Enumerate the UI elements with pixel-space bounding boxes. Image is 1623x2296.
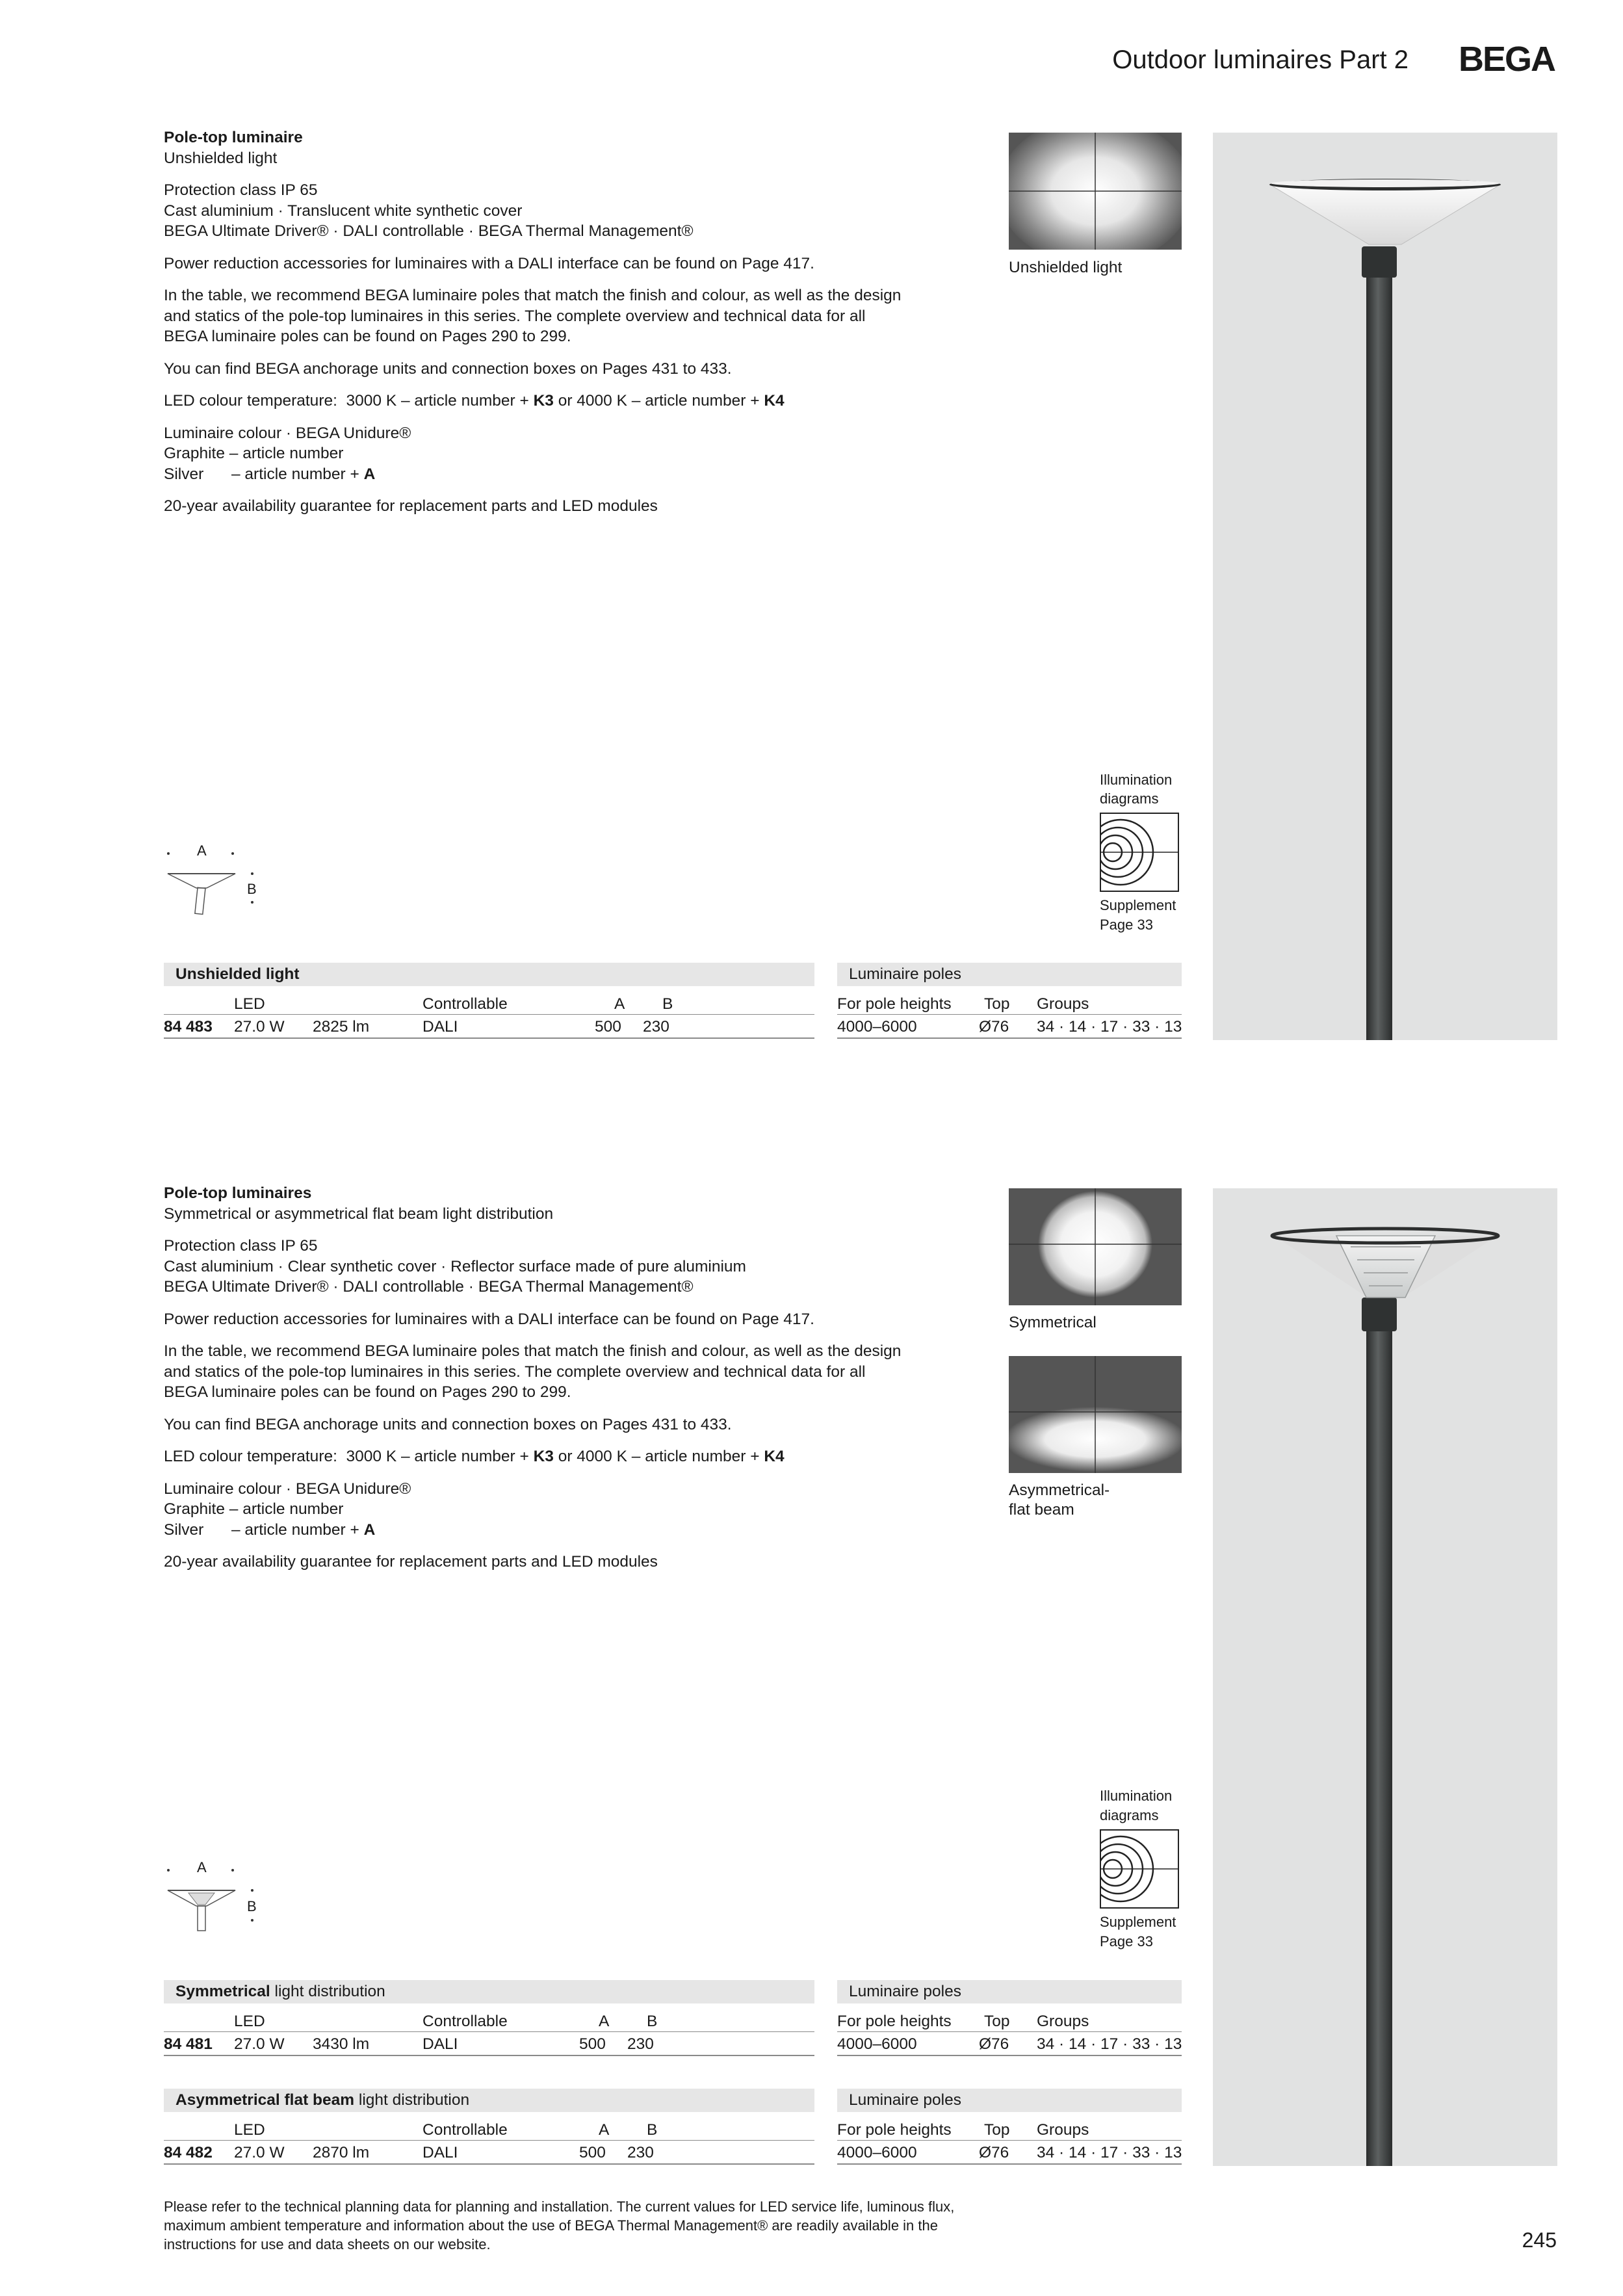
article-number: 84 482 xyxy=(164,2144,213,2161)
section2-colour-label: Luminaire colour · BEGA Unidure® xyxy=(164,1480,411,1498)
colour-temp-k3: K3 xyxy=(533,1448,554,1465)
table-divider xyxy=(164,2031,814,2032)
col-pole-heights: For pole heights xyxy=(837,2013,952,2030)
poles-row xyxy=(837,1015,1182,1039)
illumination-label-line1: Illumination xyxy=(1100,1788,1173,1804)
footer-note-line2: maximum ambient temperature and information about the use of BEGA Thermal Management® are readily available in the xyxy=(164,2217,938,2234)
supplement-label-line2: Page 33 xyxy=(1100,1933,1153,1950)
colour-temp-k4: K4 xyxy=(764,392,785,410)
page-number: 245 xyxy=(1522,2228,1557,2252)
pole-top-value: Ø76 xyxy=(979,2035,1009,2053)
colour-temp-k3: K3 xyxy=(533,392,554,410)
section1-material: Cast aluminium · Translucent white synthetic cover xyxy=(164,202,523,220)
dim-a-value: 500 xyxy=(579,2035,606,2053)
col-led: LED xyxy=(234,2013,265,2030)
section2-colour-temp xyxy=(164,1446,976,1467)
section2-subtitle: Symmetrical or asymmetrical flat beam light distribution xyxy=(164,1205,554,1223)
table-symmetrical-column-headers xyxy=(164,2010,814,2033)
article-number: 84 481 xyxy=(164,2035,213,2053)
section1-title: Pole-top luminaire xyxy=(164,129,303,146)
section1-recommend-line1: In the table, we recommend BEGA luminaire poles that match the finish and colour, as well as the design xyxy=(164,287,902,304)
footer-note-line3: instructions for use and data sheets on our website. xyxy=(164,2236,491,2252)
illumination-label-line1: Illumination xyxy=(1100,772,1173,788)
illumination-label-line2: diagrams xyxy=(1100,1807,1159,1823)
dim-a-value: 500 xyxy=(579,2144,606,2161)
table-asymmetrical-column-headers xyxy=(164,2119,814,2142)
table-title-bold: Asymmetrical flat beam xyxy=(175,2091,355,2109)
dim-b-value: 230 xyxy=(627,2144,654,2161)
col-pole-heights: For pole heights xyxy=(837,2121,952,2139)
section2-recommend-line3: BEGA luminaire poles can be found on Pages 290 to 299. xyxy=(164,1383,571,1401)
col-a: A xyxy=(614,995,625,1013)
col-top: Top xyxy=(984,2121,1010,2139)
section1-driver: BEGA Ultimate Driver® · DALI controllable · BEGA Thermal Management® xyxy=(164,222,694,240)
poles-divider xyxy=(837,1014,1182,1015)
poles-row xyxy=(837,2033,1182,2056)
silver-label: Silver xyxy=(164,1520,204,1539)
table-asymmetrical-header xyxy=(164,2089,814,2112)
dim-b-value: 230 xyxy=(627,2035,654,2053)
table-row xyxy=(164,2141,814,2165)
poles-divider xyxy=(837,2140,1182,2141)
section1-subtitle: Unshielded light xyxy=(164,149,278,167)
section2-silver xyxy=(164,1520,976,1541)
table-divider xyxy=(164,2140,814,2141)
col-controllable: Controllable xyxy=(422,995,508,1013)
section2-power-note: Power reduction accessories for luminaires with a DALI interface can be found on Page 417. xyxy=(164,1310,814,1328)
table-title-bold: Symmetrical xyxy=(175,1983,270,2000)
dimension-drawing-icon xyxy=(162,1862,260,1933)
section1-graphite: Graphite – article number xyxy=(164,445,344,462)
dimension-a-label: A xyxy=(197,842,207,859)
silver-suffix: A xyxy=(363,465,376,483)
luminous-flux: 2870 lm xyxy=(313,2144,370,2161)
luminous-flux: 3430 lm xyxy=(313,2035,370,2053)
colour-temp-3000: 3000 K – article number + xyxy=(346,392,534,410)
col-groups: Groups xyxy=(1037,995,1089,1013)
dim-b-value: 230 xyxy=(643,1018,669,1036)
section2-protection: Protection class IP 65 xyxy=(164,1237,318,1255)
section2-anchorage: You can find BEGA anchorage units and connection boxes on Pages 431 to 433. xyxy=(164,1415,732,1433)
section1-silver xyxy=(164,464,976,485)
colour-temp-label: LED colour temperature: xyxy=(164,1448,337,1465)
dimension-drawing-icon xyxy=(162,845,260,917)
section2-material: Cast aluminium · Clear synthetic cover · Reflector surface made of pure aluminium xyxy=(164,1257,746,1275)
silver-suffix: A xyxy=(363,1520,376,1539)
table-unshielded-header xyxy=(164,963,814,986)
col-b: B xyxy=(647,2121,658,2139)
table-symmetrical-header xyxy=(164,1980,814,2003)
col-led: LED xyxy=(234,2121,265,2139)
illumination-diagram-icon[interactable] xyxy=(1100,1829,1179,1909)
pole-top-value: Ø76 xyxy=(979,2144,1009,2161)
col-b: B xyxy=(662,995,673,1013)
section2-recommend-line1: In the table, we recommend BEGA luminaire poles that match the finish and colour, as well as the design xyxy=(164,1342,902,1360)
colour-temp-label: LED colour temperature: xyxy=(164,392,337,410)
section1-colour-temp xyxy=(164,391,976,411)
article-number: 84 483 xyxy=(164,1018,213,1036)
supplement-label-line1: Supplement xyxy=(1100,1914,1176,1930)
wattage: 27.0 W xyxy=(234,2144,285,2161)
pole-heights-value: 4000–6000 xyxy=(837,2144,917,2161)
wattage: 27.0 W xyxy=(234,1018,285,1036)
col-groups: Groups xyxy=(1037,2013,1089,2030)
pole-top-luminaire-reflector-icon xyxy=(1213,1188,1557,2166)
section2-title: Pole-top luminaires xyxy=(164,1184,312,1202)
section2-guarantee: 20-year availability guarantee for replacement parts and LED modules xyxy=(164,1553,658,1571)
section2-recommend-line2: and statics of the pole-top luminaires in this series. The complete overview and technical data for all xyxy=(164,1363,866,1381)
section1-anchorage: You can find BEGA anchorage units and connection boxes on Pages 431 to 433. xyxy=(164,359,732,378)
product-photo-pole-top-unshielded xyxy=(1213,133,1557,1040)
unshielded-light-distribution-image xyxy=(1009,133,1182,250)
pole-groups-value: 34 · 14 · 17 · 33 · 13 xyxy=(1037,2035,1182,2053)
pole-heights-value: 4000–6000 xyxy=(837,1018,917,1036)
section1-colour-label: Luminaire colour · BEGA Unidure® xyxy=(164,424,411,442)
section2-graphite: Graphite – article number xyxy=(164,1500,344,1518)
col-a: A xyxy=(599,2013,610,2030)
colour-temp-4000: or 4000 K – article number + xyxy=(553,392,764,410)
pole-top-luminaire-unshielded-icon xyxy=(1213,133,1557,1040)
poles-table-header: Luminaire poles xyxy=(837,963,1182,986)
section2-description xyxy=(164,1183,976,1572)
section1-recommend-line3: BEGA luminaire poles can be found on Pages 290 to 299. xyxy=(164,328,571,345)
col-b: B xyxy=(647,2013,658,2030)
controllable-value: DALI xyxy=(422,2035,458,2053)
controllable-value: DALI xyxy=(422,1018,458,1036)
product-photo-pole-top-reflector xyxy=(1213,1188,1557,2166)
dimension-a-label: A xyxy=(197,1859,207,1875)
luminous-flux: 2825 lm xyxy=(313,1018,370,1036)
poles-divider xyxy=(837,2031,1182,2032)
supplement-label-line1: Supplement xyxy=(1100,897,1176,913)
unshielded-light-label: Unshielded light xyxy=(1009,259,1123,276)
section2-driver: BEGA Ultimate Driver® · DALI controllable · BEGA Thermal Management® xyxy=(164,1278,694,1296)
table-title-rest: light distribution xyxy=(354,2091,470,2109)
dimension-b-label: B xyxy=(247,881,257,897)
section1-description xyxy=(164,127,976,517)
colour-temp-3000: 3000 K – article number + xyxy=(346,1448,534,1465)
asymmetrical-label-line1: Asymmetrical- xyxy=(1009,1481,1110,1499)
poles-table-header: Luminaire poles xyxy=(837,1980,1182,2003)
asymmetrical-distribution-image xyxy=(1009,1356,1182,1473)
table-title-rest: light distribution xyxy=(270,1983,385,2000)
col-controllable: Controllable xyxy=(422,2121,508,2139)
dimension-b-label: B xyxy=(247,1898,257,1914)
silver-text: – article number + xyxy=(231,1520,364,1539)
section1-recommend-line2: and statics of the pole-top luminaires in this series. The complete overview and technical data for all xyxy=(164,307,866,325)
footer-note-line1: Please refer to the technical planning data for planning and installation. The current values for LED service life, luminous flux, xyxy=(164,2198,955,2215)
dim-a-value: 500 xyxy=(595,1018,621,1036)
table-title-bold: Unshielded light xyxy=(175,965,300,983)
col-led: LED xyxy=(234,995,265,1013)
catalog-title: Outdoor luminaires Part 2 xyxy=(1112,46,1409,74)
table-divider xyxy=(164,1014,814,1015)
section1-protection: Protection class IP 65 xyxy=(164,181,318,199)
pole-top-value: Ø76 xyxy=(979,1018,1009,1036)
table-row xyxy=(164,2033,814,2056)
pole-groups-value: 34 · 14 · 17 · 33 · 13 xyxy=(1037,1018,1182,1036)
col-groups: Groups xyxy=(1037,2121,1089,2139)
footer-note xyxy=(164,2197,1074,2254)
colour-temp-4000: or 4000 K – article number + xyxy=(553,1448,764,1465)
col-top: Top xyxy=(984,2013,1010,2030)
pole-heights-value: 4000–6000 xyxy=(837,2035,917,2053)
pole-groups-value: 34 · 14 · 17 · 33 · 13 xyxy=(1037,2144,1182,2161)
section1-guarantee: 20-year availability guarantee for replacement parts and LED modules xyxy=(164,497,658,515)
brand-logo: BEGA xyxy=(1458,40,1555,79)
poles-column-headers xyxy=(837,2010,1182,2033)
col-pole-heights: For pole heights xyxy=(837,995,952,1013)
symmetrical-label: Symmetrical xyxy=(1009,1314,1097,1331)
illumination-diagram-icon[interactable] xyxy=(1100,813,1179,892)
illumination-label-line2: diagrams xyxy=(1100,790,1159,807)
table-row xyxy=(164,1015,814,1039)
controllable-value: DALI xyxy=(422,2144,458,2161)
silver-label: Silver xyxy=(164,465,204,483)
colour-temp-k4: K4 xyxy=(764,1448,785,1465)
section1-power-note: Power reduction accessories for luminaires with a DALI interface can be found on Page 417. xyxy=(164,254,814,272)
col-top: Top xyxy=(984,995,1010,1013)
poles-column-headers xyxy=(837,2119,1182,2142)
col-controllable: Controllable xyxy=(422,2013,508,2030)
table-unshielded-column-headers xyxy=(164,993,814,1016)
supplement-label-line2: Page 33 xyxy=(1100,917,1153,933)
poles-column-headers xyxy=(837,993,1182,1016)
asymmetrical-label-line2: flat beam xyxy=(1009,1501,1074,1519)
silver-text: – article number + xyxy=(231,465,364,483)
wattage: 27.0 W xyxy=(234,2035,285,2053)
symmetrical-distribution-image xyxy=(1009,1188,1182,1305)
poles-table-header: Luminaire poles xyxy=(837,2089,1182,2112)
col-a: A xyxy=(599,2121,610,2139)
poles-row xyxy=(837,2141,1182,2165)
